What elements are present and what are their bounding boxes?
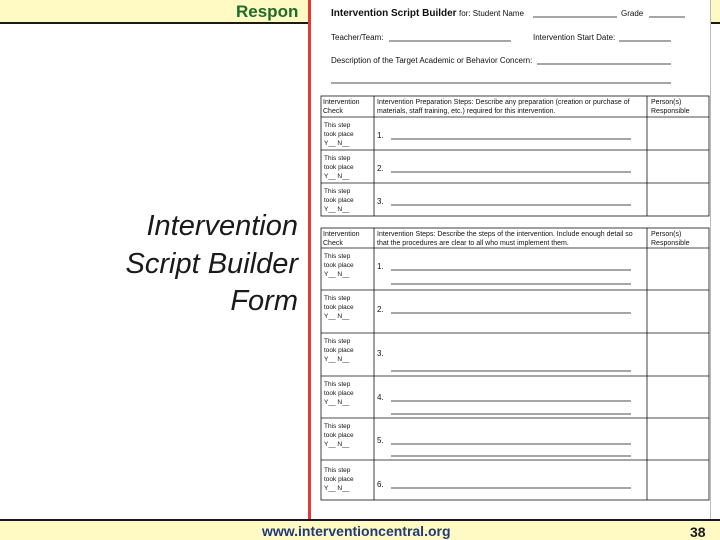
check-label: This step [324, 381, 351, 388]
check-label: This step [324, 338, 351, 345]
prep-steps-header-1: Intervention Preparation Steps: Describe any preparation (creation or purchase of [377, 99, 630, 106]
prep-persons-header-1: Person(s) [651, 99, 682, 106]
step-number: 2. [377, 305, 384, 314]
slide-label-line-2: Script Builder [125, 248, 298, 280]
prep-check-header-2: Check [323, 108, 343, 115]
prep-row-2 [324, 155, 631, 180]
check-label: Y__ N__ [324, 140, 350, 147]
form-start-date: Intervention Start Date: [533, 33, 616, 42]
check-label: Y__ N__ [324, 313, 350, 320]
steps-header-1: Intervention Steps: Describe the steps of the intervention. Include enough detail so [377, 231, 633, 238]
check-label: took place [324, 390, 354, 397]
prep-persons-header-2: Responsible [651, 108, 690, 115]
check-label: Y__ N__ [324, 399, 350, 406]
check-label: Y__ N__ [324, 173, 350, 180]
prep-check-header-1: Intervention [323, 99, 360, 106]
form-title: Intervention Script Builder [331, 8, 457, 19]
slide-label-line-1: Intervention [146, 210, 298, 242]
check-label: Y__ N__ [324, 206, 350, 213]
check-label: This step [324, 295, 351, 302]
form-image [308, 0, 711, 520]
check-label: took place [324, 432, 354, 439]
steps-persons-header-2: Responsible [651, 240, 690, 247]
slide-header-title: Respon [236, 2, 299, 21]
check-label: This step [324, 253, 351, 260]
check-label: took place [324, 476, 354, 483]
page-number: 38 [690, 524, 706, 540]
step-row-1 [324, 253, 631, 284]
check-label: took place [324, 262, 354, 269]
form-grade: Grade [621, 9, 644, 18]
check-label: took place [324, 164, 354, 171]
steps-persons-header-1: Person(s) [651, 231, 682, 238]
step-number: 4. [377, 393, 384, 402]
footer-bar [0, 519, 720, 540]
steps-check-header-2: Check [323, 240, 343, 247]
check-label: took place [324, 131, 354, 138]
check-label: took place [324, 347, 354, 354]
prep-row-1 [324, 122, 631, 147]
check-label: This step [324, 122, 351, 129]
step-row-2 [324, 295, 631, 320]
slide-label-line-3: Form [230, 285, 298, 317]
step-row-3 [324, 338, 631, 371]
prep-steps-header-2: materials, staff training, etc.) required for this intervention. [377, 108, 556, 115]
prep-number: 2. [377, 164, 384, 173]
prep-row-3 [324, 188, 631, 213]
check-label: This step [324, 188, 351, 195]
check-label: Y__ N__ [324, 441, 350, 448]
check-label: Y__ N__ [324, 271, 350, 278]
step-row-5 [324, 423, 631, 456]
prep-number: 3. [377, 197, 384, 206]
steps-check-header-1: Intervention [323, 231, 360, 238]
check-label: Y__ N__ [324, 356, 350, 363]
step-row-4 [324, 381, 631, 414]
step-number: 5. [377, 436, 384, 445]
step-number: 3. [377, 349, 384, 358]
footer-url-link[interactable]: www.interventioncentral.org [262, 523, 451, 539]
check-label: took place [324, 304, 354, 311]
steps-header-2: that the procedures are clear to all who must implement them. [377, 240, 569, 247]
check-label: This step [324, 423, 351, 430]
check-label: Y__ N__ [324, 485, 350, 492]
check-label: This step [324, 155, 351, 162]
step-number: 1. [377, 262, 384, 271]
form-for-student: for: Student Name [459, 9, 524, 18]
check-label: took place [324, 197, 354, 204]
step-number: 6. [377, 480, 384, 489]
step-row-6 [324, 467, 631, 492]
prep-number: 1. [377, 131, 384, 140]
form-svg [311, 0, 711, 520]
form-description: Description of the Target Academic or Behavior Concern: [331, 56, 533, 65]
check-label: This step [324, 467, 351, 474]
form-teacher-team: Teacher/Team: [331, 33, 384, 42]
